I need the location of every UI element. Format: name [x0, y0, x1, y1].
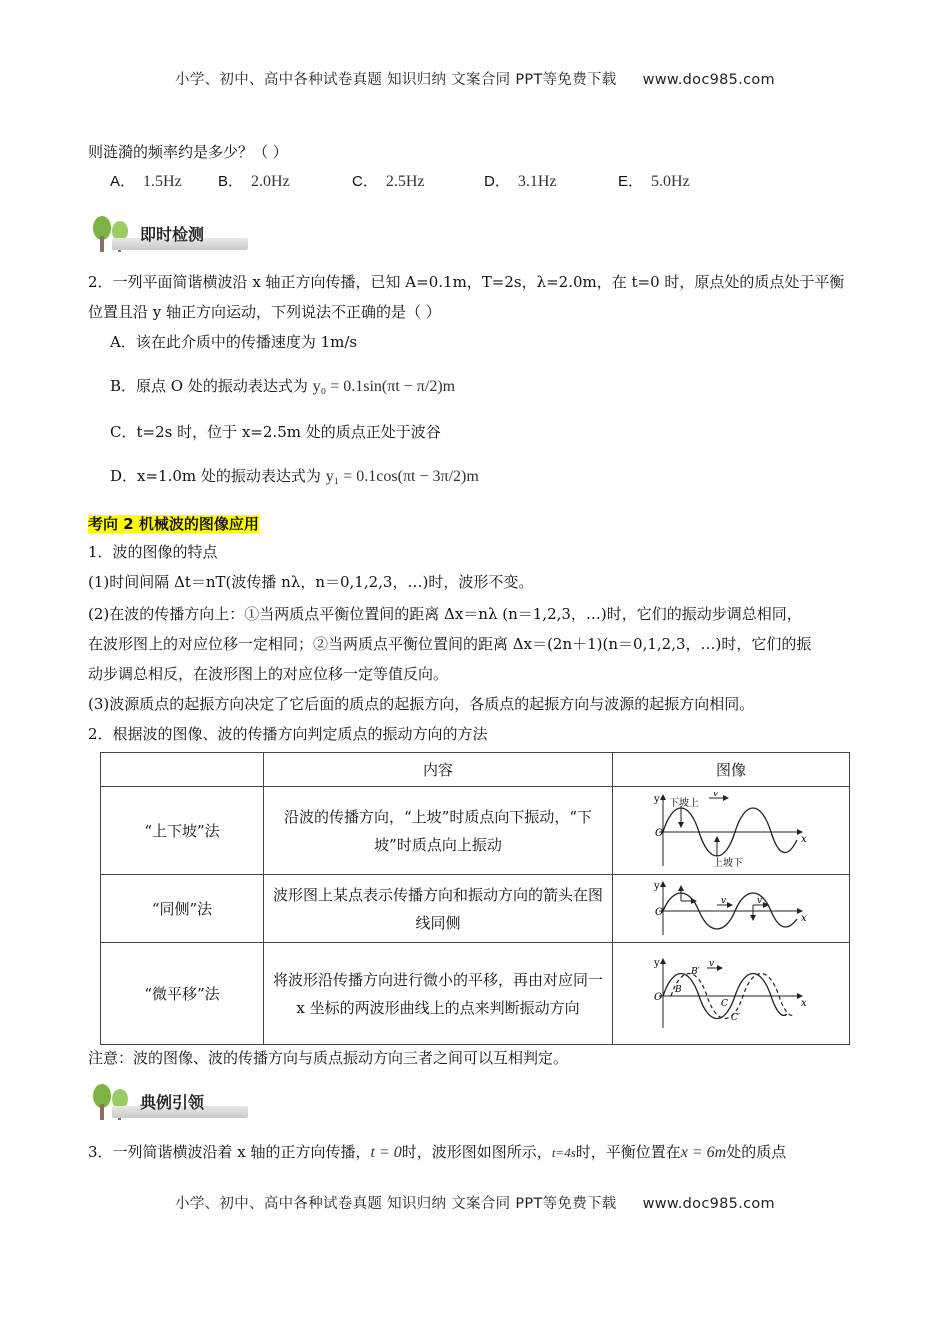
table-row — [101, 943, 850, 1045]
svg-text:x: x — [801, 912, 807, 924]
q1-options — [110, 170, 810, 198]
page-footer — [0, 1192, 950, 1213]
method-table — [100, 752, 850, 1045]
q1-stem: 则涟漪的频率约是多少？（ ） — [88, 143, 288, 161]
table-header-method — [101, 753, 264, 787]
formula-y0: y₀ = 0.1sin(πt − π/2)m — [312, 378, 456, 395]
svg-text:C′: C′ — [731, 1012, 740, 1023]
q2-option-c[interactable]: C．t=2s 时，位于 x=2.5m 处的质点正处于波谷 — [110, 423, 441, 441]
q2-option-d[interactable]: D．x=1.0m 处的振动表达式为 y₁ = 0.1cos(πt − 3π/2)m — [110, 467, 479, 485]
table-header-figure: 图像 — [613, 753, 850, 787]
page-header — [0, 68, 950, 89]
svg-text:v: v — [709, 958, 715, 969]
q2-option-b[interactable]: B．原点 O 处的振动表达式为 y₀ = 0.1sin(πt − π/2)m — [110, 377, 456, 395]
svg-text:下坡上: 下坡上 — [669, 797, 699, 809]
q1-option-a[interactable]: A． 1.5Hz — [110, 173, 182, 190]
method-content: 沿波的传播方向，“上坡”时质点向下振动，“下坡”时质点向上振动 — [283, 807, 592, 854]
wave-figure-shift — [651, 956, 811, 1032]
svg-text:v: v — [757, 895, 763, 906]
svg-text:C: C — [721, 998, 728, 1009]
table-row — [101, 787, 850, 875]
method-content: 将波形沿传播方向进行微小的平移，再由对应同一 x 坐标的两波形曲线上的点来判断振动方向 — [272, 970, 603, 1017]
svg-text:x: x — [801, 997, 807, 1009]
section-head-example — [88, 1082, 248, 1122]
svg-text:O: O — [654, 991, 663, 1003]
para-3a: (2)在波的传播方向上：①当两质点平衡位置间的距离 Δx＝nλ (n＝1,2,3，…)时，它们的振动步调总相同， — [88, 605, 802, 623]
footer-site-link[interactable]: www.doc985.com — [642, 1196, 775, 1212]
header-site-link[interactable]: www.doc985.com — [642, 72, 775, 88]
para-2: (1)时间间隔 Δt＝nT(波传播 nλ，n＝0,1,2,3，…)时，波形不变。 — [88, 573, 534, 591]
method-name: “微平移”法 — [101, 943, 264, 1045]
para-4: (3)波源质点的起振方向决定了它后面的质点的起振方向，各质点的起振方向与波源的起振方向相同。 — [88, 695, 755, 713]
q1-option-b[interactable]: B． 2.0Hz — [218, 173, 290, 190]
topic-heading: 考向 2 机械波的图像应用 — [88, 515, 259, 533]
method-name: “同侧”法 — [101, 875, 264, 943]
svg-text:B: B — [675, 984, 682, 995]
svg-text:B′: B′ — [691, 966, 700, 977]
figure-cell — [613, 943, 850, 1045]
section-head-instant-check — [88, 214, 248, 254]
svg-text:v: v — [721, 895, 727, 906]
note: 注意：波的图像、波的传播方向与质点振动方向三者之间可以互相判定。 — [88, 1049, 569, 1067]
para-3c: 动步调总相反，在波形图上的对应位移一定等值反向。 — [88, 665, 449, 683]
figure-cell — [613, 787, 850, 875]
para-5: 2．根据波的图像、波的传播方向判定质点的振动方向的方法 — [88, 725, 488, 743]
q2-stem-line2: 位置且沿 y 轴正方向运动，下列说法不正确的是（ ） — [88, 303, 441, 321]
section-title: 即时检测 — [140, 225, 205, 244]
svg-text:x: x — [801, 833, 807, 845]
svg-text:O: O — [655, 827, 664, 839]
section-title: 典例引领 — [140, 1093, 205, 1112]
q1-option-d[interactable]: D． 3.1Hz — [484, 173, 557, 190]
svg-text:y: y — [654, 793, 660, 805]
method-name: “上下坡”法 — [101, 787, 264, 875]
header-text: 小学、初中、高中各种试卷真题 知识归纳 文案合同 PPT等免费下载 — [175, 72, 617, 88]
para-3b: 在波形图上的对应位移一定相同；②当两质点平衡位置间的距离 Δx＝(2n＋1)(n＝0,1,2,3，…)时，它们的振 — [88, 635, 812, 653]
q1-option-c[interactable]: C． 2.5Hz — [352, 173, 425, 190]
wave-figure-slope — [651, 792, 811, 870]
q3-stem: 3．一列简谐横波沿着 x 轴的正方向传播，t = 0时，波形图如图所示，t=4s时，平衡位置在x = 6m处的质点 — [88, 1143, 787, 1161]
figure-cell — [613, 875, 850, 943]
svg-text:v: v — [713, 791, 719, 799]
para-1: 1．波的图像的特点 — [88, 543, 218, 561]
method-content: 波形图上某点表示传播方向和振动方向的箭头在图线同侧 — [272, 885, 603, 932]
q2-stem-line1: 2．一列平面简谐横波沿 x 轴正方向传播，已知 A=0.1m，T=2s，λ=2.0m，在 t=0 时，原点处的质点处于平衡 — [88, 273, 845, 291]
svg-text:O: O — [655, 906, 664, 918]
footer-text: 小学、初中、高中各种试卷真题 知识归纳 文案合同 PPT等免费下载 — [175, 1196, 617, 1212]
q2-option-a[interactable]: A．该在此介质中的传播速度为 1m/s — [110, 333, 358, 351]
svg-text:y: y — [654, 957, 660, 969]
formula-y1: y₁ = 0.1cos(πt − 3π/2)m — [325, 468, 479, 485]
svg-text:上坡下: 上坡下 — [713, 857, 743, 869]
table-row — [101, 875, 850, 943]
q1-option-e[interactable]: E． 5.0Hz — [618, 173, 690, 190]
table-header-content: 内容 — [264, 753, 613, 787]
wave-figure-same-side — [651, 879, 811, 939]
svg-text:y: y — [654, 880, 660, 892]
